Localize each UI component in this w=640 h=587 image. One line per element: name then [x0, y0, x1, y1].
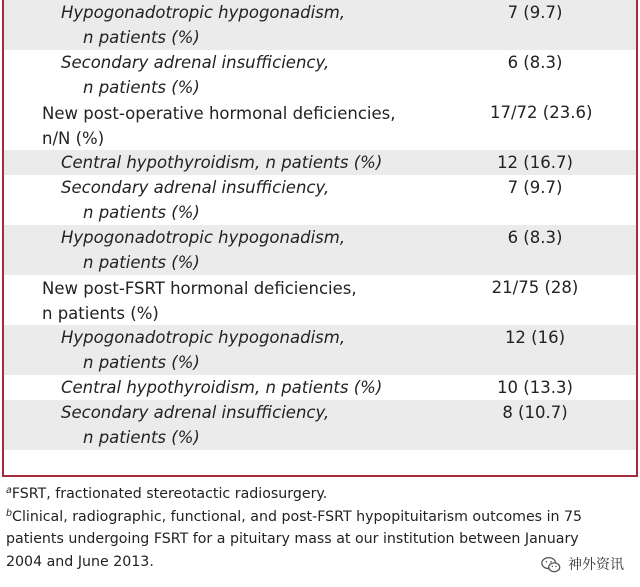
row-label-line-2: n patients (%)	[83, 28, 200, 47]
hormone-deficiency-table	[2, 0, 638, 477]
row-value: 10 (13.3)	[497, 378, 573, 397]
row-label	[61, 150, 382, 175]
row-value: 17/72 (23.6)	[490, 103, 593, 122]
row-value: 6 (8.3)	[507, 228, 563, 247]
row-label	[61, 0, 345, 50]
row-label-line-2: n patients (%)	[42, 304, 159, 323]
row-label-line-2: n patients (%)	[83, 353, 200, 372]
row-label-line-1: Hypogonadotropic hypogonadism,	[61, 3, 346, 22]
footnote-mark-b: b	[6, 507, 13, 519]
wechat-icon	[540, 554, 562, 576]
row-value: 21/75 (28)	[491, 278, 579, 297]
table-row	[4, 0, 636, 50]
footnote-b-line-3: 2004 and June 2013.	[6, 553, 154, 570]
row-value: 8 (10.7)	[502, 403, 568, 422]
row-label	[61, 50, 329, 100]
table-row	[4, 175, 636, 225]
row-value: 12 (16.7)	[497, 153, 573, 172]
row-label-line-1: Central hypothyroidism, n patients (%)	[61, 153, 383, 172]
row-label-line-2: n patients (%)	[83, 428, 200, 447]
footnote-b-line-1: Clinical, radiographic, functional, and post-FSRT hypopituitarism outcomes in 75	[12, 508, 583, 525]
table-row	[4, 100, 636, 150]
row-label	[42, 276, 357, 326]
row-label-line-2: n patients (%)	[83, 78, 200, 97]
row-label	[61, 400, 329, 450]
footnote-mark-a: a	[6, 485, 12, 496]
row-value: 7 (9.7)	[507, 3, 563, 22]
table-row	[4, 400, 636, 450]
table-row	[4, 50, 636, 100]
row-label-line-2: n patients (%)	[83, 253, 200, 272]
row-value: 6 (8.3)	[507, 53, 563, 72]
row-label-line-1: New post-FSRT hormonal deficiencies,	[42, 279, 357, 298]
row-label-line-1: Hypogonadotropic hypogonadism,	[61, 328, 346, 347]
row-label-line-2: n patients (%)	[83, 203, 200, 222]
row-label-line-1: New post-operative hormonal deficiencies,	[42, 104, 396, 123]
row-label	[61, 225, 345, 275]
table-row	[4, 150, 636, 175]
footnote-b-line-2: patients undergoing FSRT for a pituitary mass at our institution between January	[6, 531, 579, 547]
footnote-a-text: FSRT, fractionated stereotactic radiosurgery.	[11, 486, 328, 502]
table-row	[4, 325, 636, 375]
row-label-line-1: Secondary adrenal insufficiency,	[61, 403, 330, 422]
row-label	[61, 375, 382, 400]
watermark	[536, 554, 628, 576]
watermark-text: 神外资讯	[568, 557, 624, 573]
row-label-line-2: n/N (%)	[42, 129, 105, 148]
row-value: 12 (16)	[504, 328, 566, 347]
row-label	[61, 325, 345, 375]
row-label-line-1: Central hypothyroidism, n patients (%)	[61, 378, 383, 397]
footnote-b	[6, 506, 636, 529]
row-value: 7 (9.7)	[507, 178, 563, 197]
table-row	[4, 225, 636, 275]
row-label-line-1: Hypogonadotropic hypogonadism,	[61, 228, 346, 247]
table-row	[4, 375, 636, 400]
footnote-a	[6, 483, 636, 506]
row-label	[61, 175, 329, 225]
row-label	[42, 101, 396, 151]
row-label-line-1: Secondary adrenal insufficiency,	[61, 53, 330, 72]
table-row	[4, 275, 636, 325]
row-label-line-1: Secondary adrenal insufficiency,	[61, 178, 330, 197]
